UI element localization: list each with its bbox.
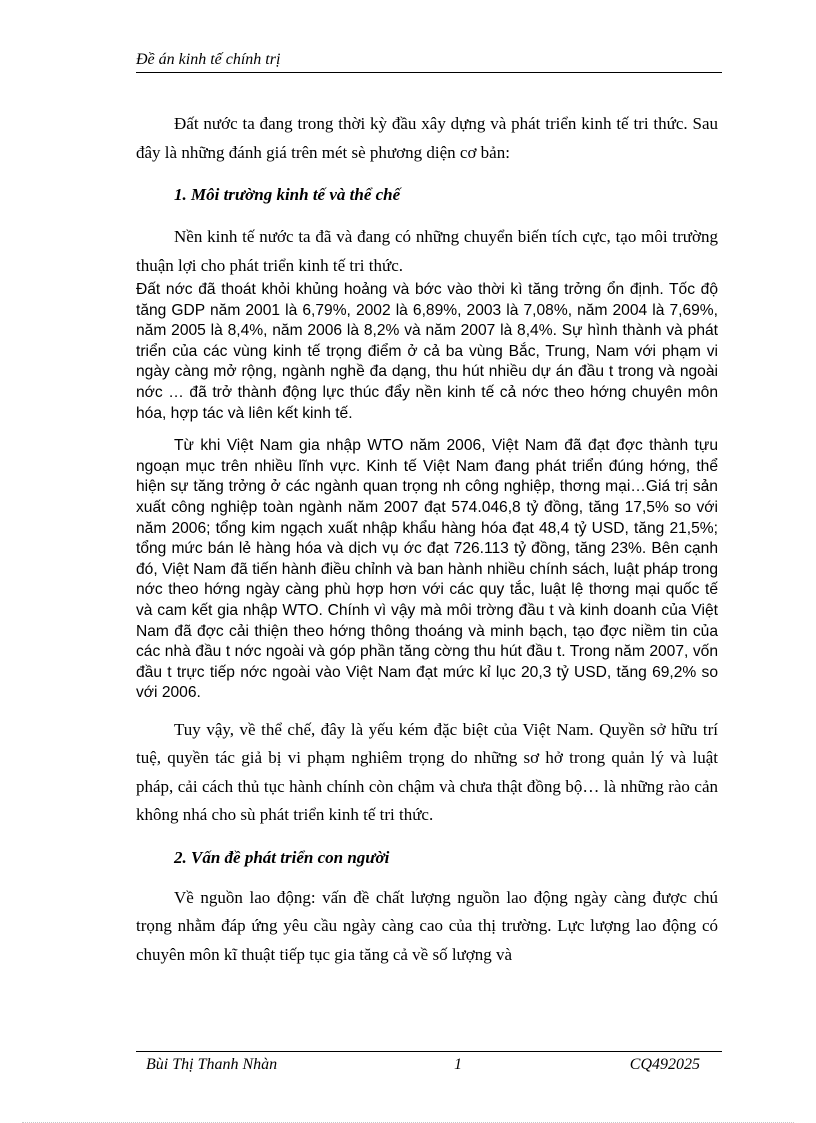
paragraph-labour-force: Về nguồn lao động: vấn đề chất lượng nguồn lao động ngày càng được chú trọng nhằm đáp ứng yêu cầu ngày càng cao của thị trường. Lực lượng lao động có chuyên môn kĩ thuật tiếp tục gia tăng cả về số lượng và — [136, 887, 718, 964]
paragraph-intro: Đất nước ta đang trong thời kỳ đầu xây dựng và phát triển kinh tế tri thức. Sau đây là những đánh giá trên mét sè phương diện cơ bản: — [136, 114, 718, 162]
paragraph-wto-accession: Từ khi Việt Nam gia nhập WTO năm 2006, Việt Nam đã đạt đợc thành tựu ngoạn mục trên nhiều lĩnh vực. Kinh tế Việt Nam đang phát triển đúng hớng, thể hiện sự tăng trởng ở các ngành quan trọng nh công nghiệp, thơng mại…Giá trị sản xuất công nghiệp toàn ngành năm 2007 đạt 574.046,8 tỷ đồng, tăng 17,5% so với năm 2006; tổng kim ngạch xuất nhập khẩu hàng hóa đạt 48,4 tỷ USD, tăng 21,5%; tổng mức bán lẻ hàng hóa và dịch vụ ớc đạt 726.113 tỷ đồng, tăng 23%. Bên cạnh đó, Việt Nam đã tiến hành điều chỉnh và ban hành nhiều chính sách, luật pháp trong nớc theo hớng ngày càng phù hợp hơn với các quy tắc, luật lệ thơng mại quốc tế và cam kết gia nhập WTO. Chính vì vậy mà môi trờng đầu t và kinh doanh của Việt Nam đã đợc cải thiện theo hớng thông thoáng và minh bạch, tạo đợc niềm tin của các nhà đầu t nớc ngoài và góp phần tăng cờng thu hút đầu t. Trong năm 2007, vốn đầu t trực tiếp nớc ngoài vào Việt Nam đạt mức kỉ lục 20,3 tỷ USD, tăng 69,2% so với 2006. — [136, 437, 718, 702]
paragraph-gdp-growth: Đất nớc đã thoát khỏi khủng hoảng và bớc vào thời kì tăng trởng ổn định. Tốc độ tăng GDP năm 2001 là 6,79%, 2002 là 6,89%, 2003 là 7,08%, năm 2004 là 7,69%, năm 2005 là 8,4%, năm 2006 là 8,2% và năm 2007 là 8,4%. Sự hình thành và phát triển của các vùng kinh tế trọng điểm ở cả ba vùng Bắc, Trung, Nam với phạm vi ngày càng mở rộng, ngành nghề đa dạng, thu hút nhiều dự án đầu t trong và ngoài nớc … đã trở thành động lực thúc đẩy nền kinh tế cả nớc theo hớng chuyên môn hóa, hợp tác và liên kết kinh tế. — [136, 281, 718, 422]
footer-author: Bùi Thị Thanh Nhàn — [146, 1056, 278, 1073]
footer-page-number: 1 — [454, 1056, 462, 1073]
footer-rule — [136, 1051, 722, 1052]
section-heading-2: 2. Vấn đề phát triển con người — [174, 847, 390, 867]
header-rule — [136, 72, 722, 73]
document-body — [136, 110, 718, 969]
page-header-title: Đề án kinh tế chính trị — [136, 51, 281, 68]
paragraph-institutional-weakness: Tuy vậy, về thể chế, đây là yếu kém đặc biệt của Việt Nam. Quyền sở hữu trí tuệ, quyền tác giả bị vi phạm nghiêm trọng do những sơ hở trong quản lý và luật pháp, cải cách thủ tục hành chính còn chậm và chưa thật đồng bộ… là những rào cản không nhá cho sù phát triển kinh tế tri thức. — [136, 719, 718, 825]
section-heading-1: 1. Môi trường kinh tế và thể chế — [174, 185, 401, 204]
paragraph-economy-transition: Nền kinh tế nước ta đã và đang có những chuyển biến tích cực, tạo môi trường thuận lợi cho phát triển kinh tế tri thức. — [136, 227, 718, 275]
footer-student-code: CQ492025 — [629, 1056, 700, 1073]
page-footer — [136, 1055, 722, 1075]
